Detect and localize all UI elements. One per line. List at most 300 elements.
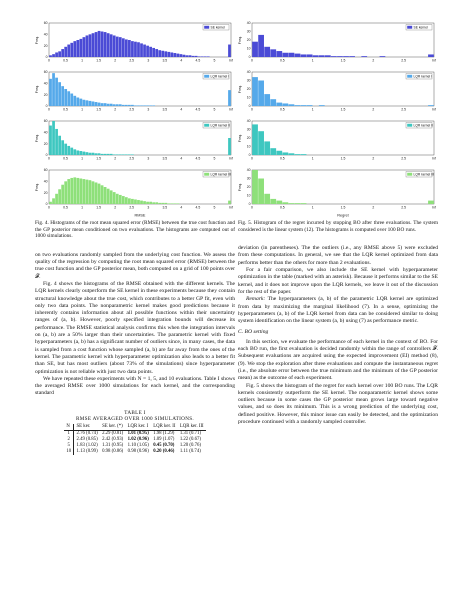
- histogram-bar: [58, 51, 61, 57]
- histogram-bar: [228, 201, 231, 204]
- histogram-bar: [380, 56, 386, 57]
- table-header: LQR ker. I: [127, 424, 149, 430]
- histogram-bar: [264, 94, 270, 106]
- histogram-bar: [264, 141, 270, 155]
- x-tick-label: 0.5: [279, 156, 285, 161]
- histogram-bar: [167, 203, 170, 204]
- histogram-bar: [252, 124, 258, 155]
- histogram-bar: [119, 37, 122, 57]
- histogram-bar: [301, 54, 307, 57]
- x-tick-label: 1.5: [340, 156, 346, 161]
- histogram-bar: [264, 194, 270, 204]
- histogram-bar: [73, 96, 76, 106]
- table-number: TABLE I: [124, 409, 146, 416]
- histogram-bar: [152, 202, 155, 204]
- histogram-bar: [180, 54, 183, 57]
- x-tick-label: 2: [372, 205, 375, 210]
- y-axis-label: Freq.: [35, 182, 39, 192]
- histogram-bar: [58, 82, 61, 106]
- x-tick-label: 0.5: [279, 58, 285, 63]
- y-tick-label: 20: [246, 87, 251, 92]
- histogram-bar: [79, 151, 82, 155]
- x-tick-label: 3: [147, 205, 150, 210]
- histogram-bar: [282, 152, 288, 155]
- histogram-bar: [83, 37, 86, 57]
- histogram-bar: [128, 198, 131, 204]
- table-cell-best: 1.01 (0.95): [127, 431, 149, 437]
- x-tick-label: 4.5: [195, 205, 201, 210]
- histogram-bar: [428, 201, 434, 204]
- histogram-bar: [301, 105, 307, 106]
- x-tick-label: 4.5: [195, 58, 201, 63]
- figure-4-histograms: [35, 20, 235, 218]
- histogram-bar: [110, 154, 113, 155]
- legend-swatch: [407, 26, 412, 29]
- y-axis-label: Freq.: [35, 84, 39, 94]
- y-axis-label: Freq.: [238, 84, 242, 94]
- histogram-bar: [258, 81, 264, 107]
- histogram-bar: [61, 185, 64, 204]
- histogram-bar: [131, 105, 134, 106]
- left-paragraph-2: Fig. 4 shows the histograms of the RMSE obtained with the different kernels. The LQR kernels clearly outperform the SE kernel in these experiments because they contain structural knowledge about the true cost, which contributes to a better GP fit, even with only two data points. The nonparametric kernel makes good predictions because it inherently contains information about all possible functions within their uncertainty ranges of (a, b). However, poorly specified integration bounds will decrease its performance. The RMSE statistical analysis confirms this when the integration intervals on (a, b) are a 50% larger than their uncertainties. The parametric kernel with fixed hyperparameters (a, b) has a significant number of outliers since, in many cases, the data is sampled from a cost function whose sampled (a, b) are far away from the ones of the kernel. The parametric kernel with hyperparameter optimization also leads to a better fit than SE, but has most outliers (about 73% of the simulations) since hyperparameter optimization is not reliable with just two data points.: [35, 280, 235, 375]
- histogram-bar: [107, 33, 110, 57]
- histogram-bar: [128, 105, 131, 106]
- histogram-bar: [295, 54, 301, 57]
- histogram-bar: [101, 32, 104, 58]
- histogram-bar: [125, 197, 128, 204]
- y-tick-label: 30: [246, 127, 251, 132]
- y-tick-label: 60: [43, 168, 48, 173]
- histogram-bar: [101, 103, 104, 106]
- right-paragraph-2: For a fair comparison, we also include the SE kernel with hyperparameter optimization in the table (marked with an asterisk). Because it performs similar to the SE kernel, and it does not improve upon the LQR kernels, we leave it out of the discussion for the rest of the paper.: [238, 267, 438, 295]
- histogram-bar: [89, 153, 92, 155]
- histogram-bar: [92, 153, 95, 155]
- histogram-bar: [92, 101, 95, 106]
- histogram-bar: [276, 151, 282, 155]
- histogram-bar: [95, 182, 98, 204]
- y-tick-label: 20: [43, 43, 48, 48]
- x-tick-label: 2.5: [129, 58, 135, 63]
- histogram-bar: [361, 56, 367, 57]
- x-tick-label: Inf: [432, 58, 436, 63]
- histogram-bar: [52, 121, 55, 155]
- histogram-panel: [35, 119, 233, 160]
- left-paragraph-1: on two evaluations randomly sampled from the underlying cost function. We assess the quality of the regression by computing the root mean squared error (RMSE) between the true cost function and the GP posterior mean, both computed on a grid of 100 points over 𝓕.: [35, 251, 235, 280]
- x-tick-label: 0: [48, 58, 50, 63]
- histogram-bar: [86, 180, 89, 204]
- x-tick-label: 0: [251, 156, 253, 161]
- legend-label: SE kernel: [413, 25, 428, 30]
- histogram-bar: [107, 154, 110, 155]
- histogram-bar: [64, 144, 67, 155]
- histogram-bar: [331, 56, 337, 57]
- histogram-bar: [228, 90, 231, 106]
- histogram-bar: [104, 154, 107, 155]
- x-tick-label: 0: [251, 205, 253, 210]
- table-cell: 1.20 (0.76): [179, 443, 201, 449]
- x-tick-label: 1.5: [340, 205, 346, 210]
- histogram-bar: [76, 178, 79, 204]
- histogram-bar: [67, 91, 70, 106]
- figure-5-histograms: [238, 20, 438, 218]
- x-tick-label: 3.5: [162, 107, 168, 112]
- histogram-bar: [143, 201, 146, 204]
- histogram-bar: [198, 56, 201, 57]
- histogram-bar: [110, 190, 113, 204]
- histogram-bar: [307, 105, 313, 106]
- histogram-panel: [238, 119, 436, 160]
- histogram-bar: [252, 77, 258, 106]
- x-tick-label: 1.5: [96, 58, 101, 63]
- y-tick-label: 0: [45, 153, 48, 158]
- histogram-bar: [86, 152, 89, 155]
- histogram-bar: [98, 103, 101, 106]
- histogram-bar: [76, 150, 79, 155]
- left-paragraph-3: We have repeated these experiments with N = 1, 5, and 10 evaluations. Table I shows the averaged RMSE over 1000 simulations for each kernel, and the corresponding standard: [35, 375, 235, 397]
- histogram-bar: [164, 51, 167, 57]
- histogram-bar: [79, 39, 82, 57]
- legend-label: LQR kernel II: [413, 123, 433, 128]
- x-tick-label: 0: [48, 107, 50, 112]
- y-tick-label: 0: [248, 202, 251, 207]
- table-cell-best: 1.02 (0.96): [127, 437, 149, 443]
- histogram-bar: [104, 103, 107, 106]
- histogram-bar: [289, 153, 295, 155]
- histogram-bar: [186, 55, 189, 57]
- x-tick-label: 0.5: [63, 107, 68, 112]
- histogram-bar: [95, 153, 98, 155]
- histogram-bar: [207, 56, 210, 57]
- x-tick-label: 2: [372, 107, 375, 112]
- histogram-bar: [70, 148, 73, 155]
- remark-label: Remark:: [246, 296, 266, 303]
- histogram-bar: [64, 47, 67, 57]
- histogram-bar: [301, 203, 307, 204]
- histogram-bar: [289, 104, 295, 106]
- histogram-bar: [64, 181, 67, 204]
- histogram-bar: [140, 201, 143, 204]
- histogram-bar: [177, 54, 180, 57]
- table-cell: 1.09 (1.07): [153, 437, 175, 443]
- histogram-bar: [131, 199, 134, 204]
- remark-text: The hyperparameters (a, b) of the parametric LQR kernel are optimized from data by maximizing the marginal likelihood (7). In a sense, optimizing the hyperparameters (a, b) of the LQR kernel from data can be considered similar to doing system identification on the linear system (a, b) using (7) as performance metric.: [238, 296, 438, 325]
- histogram-bar: [295, 154, 301, 155]
- section-heading: C. BO setting: [238, 329, 269, 336]
- histogram-panel: [238, 70, 436, 111]
- histogram-bar: [122, 154, 125, 155]
- histogram-bar: [116, 104, 119, 106]
- right-paragraph-1: deviation (in parentheses). The the outliers (i.e., any RMSE above 5) were excluded from these computations. In general, we see that the LQR kernel optimized from data performs better than the others for more than 2 evaluations.: [238, 245, 438, 266]
- y-tick-label: 0: [45, 55, 48, 60]
- histogram-bar: [55, 52, 58, 57]
- histogram-bar: [110, 104, 113, 106]
- x-tick-label: 2.5: [129, 107, 135, 112]
- histogram-bar: [116, 37, 119, 57]
- y-tick-label: 10: [246, 95, 251, 100]
- histogram-bar: [76, 98, 79, 107]
- x-tick-label: 3: [147, 58, 150, 63]
- histogram-bar: [155, 49, 158, 57]
- table-cell: 1: [64, 431, 74, 438]
- x-tick-label: Inf: [229, 58, 233, 63]
- histogram-bar: [122, 105, 125, 106]
- histogram-bar: [52, 54, 55, 57]
- histogram-bar: [174, 53, 177, 57]
- table-cell: 1.83 (1.02): [76, 443, 98, 449]
- right-paragraph-3: [238, 296, 438, 325]
- histogram-bar: [343, 56, 349, 57]
- histogram-bar: [92, 33, 95, 57]
- histogram-bar: [137, 105, 140, 106]
- x-tick-label: Inf: [432, 205, 436, 210]
- x-tick-label: 1.5: [96, 156, 101, 161]
- histogram-bar: [86, 35, 89, 57]
- x-tick-label: 4: [180, 205, 183, 210]
- y-axis-label: Freq.: [238, 182, 242, 192]
- legend-swatch: [407, 75, 412, 78]
- x-tick-label: 3.5: [162, 205, 168, 210]
- table-cell: 0.98 (0.86): [102, 449, 124, 455]
- histogram-bar: [143, 105, 146, 106]
- histogram-bar: [319, 55, 325, 57]
- table-cell: 2.29 (0.81): [102, 431, 124, 437]
- x-tick-label: 2.5: [129, 205, 135, 210]
- histogram-bar: [131, 154, 134, 155]
- histogram-bar: [252, 170, 258, 204]
- histogram-bar: [58, 189, 61, 204]
- x-tick-label: 0: [251, 58, 253, 63]
- histogram-bar: [101, 154, 104, 155]
- x-tick-label: 1.5: [340, 58, 346, 63]
- y-axis-label: Freq.: [35, 35, 39, 45]
- table-header: SE ker. (*): [102, 424, 123, 430]
- histogram-bar: [119, 104, 122, 106]
- histogram-bar: [313, 55, 319, 57]
- x-tick-label: 2.5: [401, 156, 407, 161]
- y-tick-label: 30: [246, 176, 251, 181]
- histogram-panel: [238, 21, 436, 62]
- table-header: LQR ker. III: [179, 424, 204, 430]
- table-cell: 1.31 (0.71): [179, 431, 201, 437]
- table-cell: 1.13 (0.99): [76, 449, 98, 455]
- x-tick-label: 2: [114, 205, 117, 210]
- x-tick-label: 1: [311, 58, 314, 63]
- y-tick-label: 0: [248, 153, 251, 158]
- histogram-bar: [167, 52, 170, 57]
- histogram-bar: [86, 100, 89, 106]
- histogram-bar: [70, 94, 73, 106]
- y-tick-label: 20: [43, 190, 48, 195]
- histogram-bar: [83, 100, 86, 106]
- histogram-bar: [428, 105, 434, 106]
- x-tick-label: 1.5: [96, 205, 101, 210]
- histogram-bar: [52, 198, 55, 204]
- x-tick-label: 3: [147, 156, 150, 161]
- histogram-bar: [146, 105, 149, 106]
- legend-swatch: [407, 124, 412, 127]
- histogram-bar: [95, 102, 98, 106]
- histogram-bar: [337, 56, 343, 57]
- histogram-bar: [134, 199, 137, 204]
- x-tick-label: 1: [81, 205, 84, 210]
- x-tick-label: 0.5: [63, 156, 68, 161]
- histogram-bar: [61, 49, 64, 57]
- histogram-bar: [110, 34, 113, 57]
- histogram-bar: [137, 42, 140, 57]
- table-header: LQR ker. II: [153, 424, 176, 430]
- histogram-bar: [428, 54, 434, 57]
- y-tick-label: 20: [246, 136, 251, 141]
- histogram-bar: [116, 194, 119, 204]
- x-tick-label: 3.5: [162, 58, 168, 63]
- x-tick-label: 1: [311, 107, 314, 112]
- x-tick-label: 5: [213, 205, 216, 210]
- table-cell: 5: [64, 443, 74, 449]
- histogram-bar: [252, 42, 258, 57]
- histogram-bar: [76, 40, 79, 57]
- x-tick-label: 4: [180, 107, 183, 112]
- histogram-bar: [325, 55, 331, 57]
- histogram-bar: [228, 138, 231, 155]
- y-tick-label: 40: [246, 119, 251, 124]
- histogram-bar: [295, 203, 301, 204]
- histogram-bar: [119, 154, 122, 155]
- x-tick-label: 4.5: [195, 107, 201, 112]
- x-tick-label: 4: [180, 58, 183, 63]
- histogram-bar: [61, 140, 64, 155]
- x-tick-label: 0.5: [279, 107, 285, 112]
- histogram-bar: [192, 56, 195, 57]
- histogram-bar: [270, 148, 276, 155]
- x-tick-label: Inf: [229, 156, 233, 161]
- histogram-bar: [125, 39, 128, 57]
- x-tick-label: 1: [81, 107, 84, 112]
- table-cell: 10: [64, 449, 74, 455]
- x-tick-label: 4: [180, 156, 183, 161]
- x-tick-label: 1: [311, 156, 314, 161]
- table-header: SE ker.: [76, 424, 91, 430]
- histogram-bar: [52, 73, 55, 106]
- histogram-bar: [137, 200, 140, 204]
- histogram-panel: [35, 168, 233, 209]
- x-tick-label: 2: [114, 58, 117, 63]
- table-cell: 1.98 (1.29): [153, 431, 175, 437]
- histogram-bar: [116, 154, 119, 155]
- histogram-bar: [149, 105, 152, 106]
- x-tick-label: 0: [48, 156, 50, 161]
- table-cell-best: 0.45 (0.70): [153, 443, 175, 449]
- histogram-bar: [79, 179, 82, 205]
- histogram-bar: [70, 43, 73, 57]
- table-cell: 1.22 (0.67): [179, 437, 201, 443]
- table-cell: 2.42 (0.93): [102, 437, 124, 443]
- histogram-bar: [122, 196, 125, 204]
- table-row: [64, 449, 206, 455]
- legend-label: SE kernel: [210, 25, 225, 30]
- histogram-bar: [73, 41, 76, 57]
- table-cell: 0.98 (0.96): [127, 449, 149, 455]
- histogram-bar: [276, 51, 282, 57]
- legend-swatch: [204, 173, 209, 176]
- y-tick-label: 0: [45, 104, 48, 109]
- y-tick-label: 40: [246, 168, 251, 173]
- legend-label: LQR kernel II: [210, 123, 230, 128]
- histogram-bar: [128, 154, 131, 155]
- histogram-bar: [98, 184, 101, 204]
- histogram-bar: [101, 185, 104, 204]
- histogram-bar: [107, 104, 110, 106]
- histogram-bar: [128, 40, 131, 57]
- x-tick-label: 3: [147, 107, 150, 112]
- x-tick-label: 0.5: [279, 205, 285, 210]
- y-tick-label: 40: [43, 130, 48, 135]
- histogram-bar: [73, 149, 76, 155]
- histogram-bar: [170, 52, 173, 57]
- histogram-bar: [70, 178, 73, 204]
- histogram-bar: [49, 79, 52, 106]
- histogram-bar: [55, 78, 58, 106]
- table-header-row: [64, 424, 206, 431]
- y-axis-label: Freq.: [35, 133, 39, 143]
- histogram-bar: [195, 56, 198, 57]
- x-tick-label: 3.5: [162, 156, 168, 161]
- x-tick-label: Inf: [229, 107, 233, 112]
- figure-4-caption: Fig. 4. Histograms of the root mean squared error (RMSE) between the true cost function and the GP posterior mean conditioned on two evaluations. The histograms are computed out of 1000 simulations.: [35, 220, 235, 240]
- histogram-bar: [146, 202, 149, 204]
- histogram-bar: [319, 105, 325, 106]
- x-tick-label: 5: [213, 58, 216, 63]
- table-cell: 2.76 (0.74): [76, 431, 98, 437]
- histogram-bar: [258, 131, 264, 155]
- y-axis-label: Freq.: [238, 133, 242, 143]
- histogram-bar: [276, 201, 282, 204]
- table-cell: 2: [64, 437, 74, 443]
- histogram-bar: [152, 48, 155, 57]
- y-tick-label: 60: [43, 21, 48, 26]
- x-tick-label: 2.5: [401, 205, 407, 210]
- x-tick-label: 0: [251, 107, 253, 112]
- histogram-panel: [35, 21, 233, 62]
- table-cell: 1.31 (0.95): [102, 443, 124, 449]
- histogram-bar: [122, 38, 125, 57]
- legend-swatch: [204, 26, 209, 29]
- histogram-bar: [270, 199, 276, 204]
- y-tick-label: 30: [246, 78, 251, 83]
- figure-4: [35, 20, 235, 218]
- histogram-panel: [238, 168, 436, 209]
- x-axis-label: RMSE: [134, 213, 146, 218]
- histogram-bar: [140, 105, 143, 106]
- x-tick-label: 2.5: [401, 58, 407, 63]
- histogram-bar: [58, 136, 61, 155]
- histogram-bar: [158, 50, 161, 57]
- y-tick-label: 30: [246, 29, 251, 34]
- figure-5: [238, 20, 438, 218]
- histogram-bar: [170, 203, 173, 204]
- y-tick-label: 40: [43, 179, 48, 184]
- x-tick-label: 0: [48, 205, 50, 210]
- histogram-bar: [189, 55, 192, 57]
- histogram-bar: [164, 203, 167, 204]
- x-tick-label: 0.5: [63, 58, 68, 63]
- x-tick-label: Inf: [229, 205, 233, 210]
- histogram-bar: [307, 54, 313, 57]
- histogram-bar: [134, 105, 137, 106]
- table-cell: 1.10 (1.05): [127, 443, 149, 449]
- histogram-bar: [152, 105, 155, 106]
- legend-label: LQR kernel III: [413, 172, 434, 177]
- histogram-bar: [49, 55, 52, 57]
